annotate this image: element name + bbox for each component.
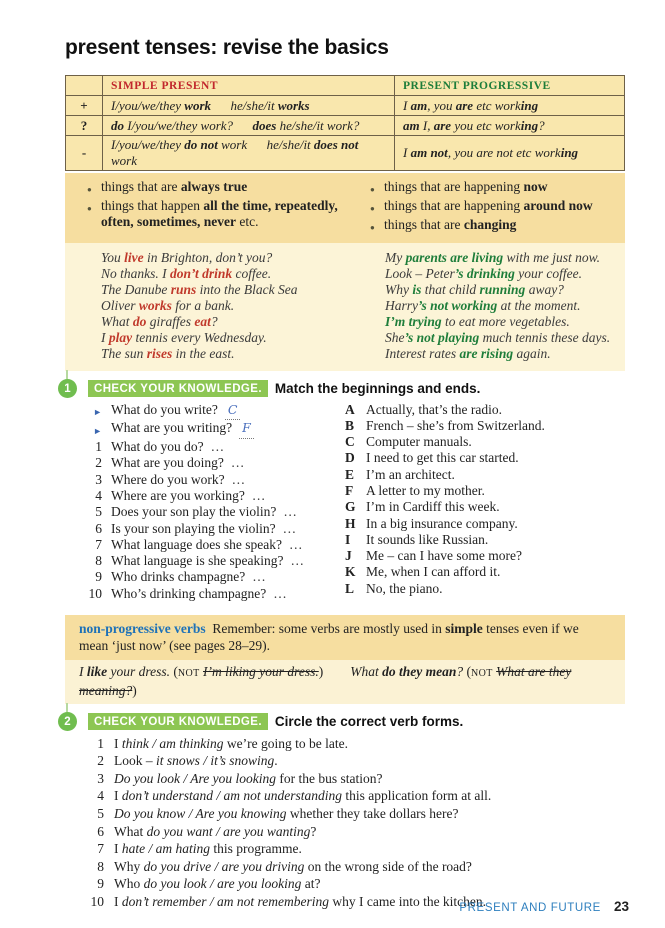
answer-blank: F	[239, 420, 254, 439]
question-row	[88, 420, 345, 439]
answer-row	[345, 418, 625, 434]
question-text: What language is she speaking?	[111, 553, 284, 569]
question-text: Who drinks champagne?	[111, 569, 246, 585]
question-row	[88, 569, 345, 585]
tense-table-body	[66, 76, 625, 171]
answer-blank: …	[210, 439, 226, 455]
item-text: Look – it snows / it’s snowing.	[114, 753, 278, 769]
question-row	[88, 488, 345, 504]
answer-blank: …	[290, 553, 305, 569]
answer-text: In a big insurance company.	[366, 515, 518, 531]
polarity-sign: +	[66, 96, 103, 116]
example-sentence: The sun rises in the east.	[101, 346, 235, 361]
answer-text: I’m an architect.	[366, 466, 455, 482]
question-marker: 7	[95, 536, 102, 552]
example-sentence: My parents are living with me just now.	[385, 250, 601, 265]
answer-blank: C	[225, 402, 241, 421]
question-marker: 2	[95, 455, 102, 471]
circle-item-row	[88, 858, 625, 876]
example-sentence: She’s not playing much tennis these days.	[385, 330, 611, 345]
badge-connector-line	[66, 370, 68, 379]
item-text: Why do you drive / are you driving on the wrong side of the road?	[114, 858, 472, 874]
item-text: I don’t understand / am not understanding this application form at all.	[114, 788, 492, 804]
tense-table	[65, 75, 625, 171]
item-number: 2	[97, 753, 104, 769]
item-number: 7	[97, 841, 104, 857]
circle-item-row	[88, 823, 625, 841]
simple-present-header: SIMPLE PRESENT	[103, 76, 395, 96]
item-text: Do you look / Are you looking for the bus station?	[114, 770, 383, 786]
note-text: Remember: some verbs are mostly used in simple tenses even if we mean ‘just now’ (see pages 28–29).	[79, 621, 579, 654]
non-progressive-verbs-note	[65, 615, 625, 704]
question-text: What do you write?	[111, 401, 218, 417]
answer-letter: A	[345, 401, 355, 417]
answer-row	[345, 581, 625, 597]
exercise-2	[65, 713, 625, 910]
question-text: Is your son playing the violin?	[111, 520, 276, 536]
question-marker: ►	[93, 425, 102, 436]
item-number: 5	[97, 805, 104, 821]
exercise-1-header	[88, 380, 625, 397]
exercise-1-number-badge: 1	[58, 379, 77, 398]
question-row	[88, 553, 345, 569]
question-row	[88, 439, 345, 455]
tense-table-header-row	[66, 76, 625, 96]
circle-item-row	[88, 787, 625, 805]
answer-letter: L	[345, 580, 355, 596]
answer-text: I need to get this car started.	[366, 450, 519, 466]
bullet-icon: ●	[370, 223, 375, 232]
answer-letter: F	[345, 482, 354, 498]
circle-items-list	[88, 735, 625, 911]
example-sentence: I play tennis every Wednesday.	[101, 330, 267, 345]
badge-connector-line	[66, 703, 68, 712]
answer-text: Me, when I can afford it.	[366, 564, 501, 580]
answer-blank: …	[273, 585, 288, 601]
present-progressive-cell: am I, are you etc working?	[395, 116, 625, 136]
question-marker: 4	[95, 487, 102, 503]
circle-item-row	[88, 805, 625, 823]
tense-table-row	[66, 96, 625, 116]
answer-letter: B	[345, 417, 355, 433]
question-text: Does your son play the violin?	[111, 504, 277, 520]
question-marker: 1	[95, 439, 102, 455]
questions-column	[88, 402, 345, 603]
question-row	[88, 586, 345, 602]
question-row	[88, 472, 345, 488]
circle-item-row	[88, 875, 625, 893]
question-row	[88, 455, 345, 471]
bullet-icon: ●	[87, 185, 92, 194]
answer-blank: …	[231, 471, 247, 487]
question-text: What do you do?	[111, 439, 204, 455]
example-sentences-block	[65, 243, 625, 371]
item-number: 9	[97, 876, 104, 892]
answer-letter: C	[345, 434, 355, 450]
answer-row	[345, 467, 625, 483]
page-title: present tenses: revise the basics	[65, 36, 389, 59]
bullet-icon: ●	[87, 204, 92, 213]
item-number: 8	[97, 858, 104, 874]
circle-item-row	[88, 840, 625, 858]
usage-bullet	[370, 179, 625, 198]
polarity-sign: ?	[66, 116, 103, 136]
present-progressive-cell: I am not, you are not etc working	[395, 136, 625, 171]
progressive-examples-column	[385, 250, 625, 362]
answer-text: A letter to my mother.	[366, 482, 485, 498]
item-number: 3	[97, 770, 104, 786]
answer-row	[345, 450, 625, 466]
answer-row	[345, 402, 625, 418]
usage-bullet	[87, 198, 370, 230]
answer-letter: D	[345, 450, 355, 466]
simple-present-cell: I/you/we/they work he/she/it works	[103, 96, 395, 116]
page-content	[65, 36, 625, 911]
answer-text: I’m in Cardiff this week.	[366, 499, 500, 515]
answer-blank: …	[282, 520, 298, 536]
item-text: I don’t remember / am not remembering why I came into the kitchen.	[114, 893, 487, 909]
answer-letter: I	[345, 531, 351, 547]
example-sentence: Harry’s not working at the moment.	[385, 298, 581, 313]
item-text: Who do you look / are you looking at?	[114, 876, 321, 892]
bullet-icon: ●	[370, 185, 375, 194]
answer-text: No, the piano.	[366, 580, 443, 596]
answer-letter: E	[345, 466, 355, 482]
question-marker: 9	[95, 569, 102, 585]
simple-present-cell: do I/you/we/they work? does he/she/it work?	[103, 116, 395, 136]
question-row	[88, 504, 345, 520]
usage-bullet-text: things that happen all the time, repeatedly, often, sometimes, never etc.	[101, 198, 338, 229]
answer-blank: …	[252, 569, 267, 585]
matching-exercise	[88, 402, 625, 603]
question-text: Who’s drinking champagne?	[111, 585, 267, 601]
example-sentence: I’m trying to eat more vegetables.	[385, 314, 570, 329]
usage-bullet	[87, 179, 370, 198]
question-row	[88, 402, 345, 421]
question-text: What are you doing?	[111, 455, 224, 471]
answer-row	[345, 516, 625, 532]
question-text: Where do you work?	[111, 471, 225, 487]
answer-letter: G	[345, 499, 356, 515]
question-marker: 6	[95, 520, 102, 536]
item-text: I hate / am hating this programme.	[114, 841, 302, 857]
answer-blank: …	[288, 536, 304, 552]
tense-table-row	[66, 116, 625, 136]
footer-section-title: PRESENT AND FUTURE	[459, 902, 601, 914]
answer-blank: …	[230, 455, 246, 471]
usage-bullet	[370, 217, 625, 236]
page-footer	[459, 899, 629, 914]
example-sentence: Why is that child running away?	[385, 282, 564, 297]
question-row	[88, 521, 345, 537]
circle-item-row	[88, 752, 625, 770]
note-examples-line: I like your dress. (NOT I’m liking your dress.) What do they mean? (NOT What are they meaning?)	[65, 660, 625, 704]
question-text: What are you writing?	[111, 420, 233, 436]
example-sentence: What do giraffes eat?	[101, 314, 218, 329]
example-sentence: You live in Brighton, don’t you?	[101, 250, 273, 265]
example-sentence: Look – Peter’s drinking your coffee.	[385, 266, 583, 281]
item-number: 10	[90, 893, 104, 909]
question-marker: 8	[95, 553, 102, 569]
answers-column	[345, 402, 625, 603]
footer-page-number: 23	[613, 899, 629, 914]
exercise-1-instruction: Match the beginnings and ends.	[274, 380, 481, 396]
note-text-block	[65, 615, 625, 660]
present-progressive-header: PRESENT PROGRESSIVE	[395, 76, 625, 96]
present-progressive-cell: I am, you are etc working	[395, 96, 625, 116]
question-marker: 10	[88, 585, 102, 601]
note-label: non-progressive verbs	[79, 621, 206, 637]
circle-item-row	[88, 770, 625, 788]
question-marker: 5	[95, 504, 102, 520]
exercise-2-header	[88, 713, 625, 730]
usage-bullet-text: things that are happening around now	[384, 198, 593, 213]
tense-table-row	[66, 136, 625, 171]
question-marker: 3	[95, 471, 102, 487]
exercise-2-number-badge: 2	[58, 712, 77, 731]
answer-blank: …	[283, 504, 298, 520]
question-text: Where are you working?	[111, 487, 245, 503]
simple-uses-column	[65, 179, 370, 236]
item-number: 6	[97, 823, 104, 839]
answer-text: Actually, that’s the radio.	[366, 401, 502, 417]
item-text: What do you want / are you wanting?	[114, 823, 317, 839]
example-sentence: Interest rates are rising again.	[385, 346, 551, 361]
simple-examples-column	[65, 250, 385, 362]
answer-text: French – she’s from Switzerland.	[366, 417, 545, 433]
usage-bullets-block	[65, 173, 625, 243]
answer-letter: K	[345, 564, 356, 580]
exercise-1	[65, 380, 625, 602]
item-text: Do you know / Are you knowing whether they take dollars here?	[114, 805, 459, 821]
answer-row	[345, 434, 625, 450]
answer-blank: …	[251, 487, 267, 503]
usage-bullet	[370, 198, 625, 217]
usage-bullet-text: things that are always true	[101, 179, 248, 194]
question-marker: ►	[93, 407, 102, 417]
answer-text: Me – can I have some more?	[366, 548, 522, 564]
progressive-uses-column	[370, 179, 625, 236]
answer-row	[345, 564, 625, 580]
example-sentence: No thanks. I don’t drink coffee.	[101, 266, 272, 281]
answer-row	[345, 483, 625, 499]
answer-letter: J	[345, 548, 352, 564]
polarity-sign: -	[66, 136, 103, 171]
circle-item-row	[88, 735, 625, 753]
example-sentence: The Danube runs into the Black Sea	[101, 282, 298, 297]
question-text: What language does she speak?	[111, 536, 282, 552]
item-text: I think / am thinking we’re going to be late.	[114, 735, 348, 751]
usage-bullet-text: things that are happening now	[384, 179, 548, 194]
bullet-icon: ●	[370, 204, 375, 213]
item-number: 1	[97, 735, 104, 751]
usage-bullet-text: things that are changing	[384, 217, 517, 232]
check-your-knowledge-label: CHECK YOUR KNOWLEDGE.	[88, 713, 268, 730]
answer-text: It sounds like Russian.	[366, 531, 489, 547]
check-your-knowledge-label: CHECK YOUR KNOWLEDGE.	[88, 380, 268, 397]
answer-row	[345, 548, 625, 564]
simple-present-cell: I/you/we/they do not work he/she/it does not work	[103, 136, 395, 171]
exercise-2-instruction: Circle the correct verb forms.	[274, 713, 464, 729]
example-sentence: Oliver works for a bank.	[101, 298, 235, 313]
answer-row	[345, 499, 625, 515]
answer-text: Computer manuals.	[366, 434, 472, 450]
answer-row	[345, 532, 625, 548]
answer-letter: H	[345, 515, 356, 531]
item-number: 4	[97, 788, 104, 804]
question-row	[88, 537, 345, 553]
tense-table-corner	[66, 76, 103, 96]
